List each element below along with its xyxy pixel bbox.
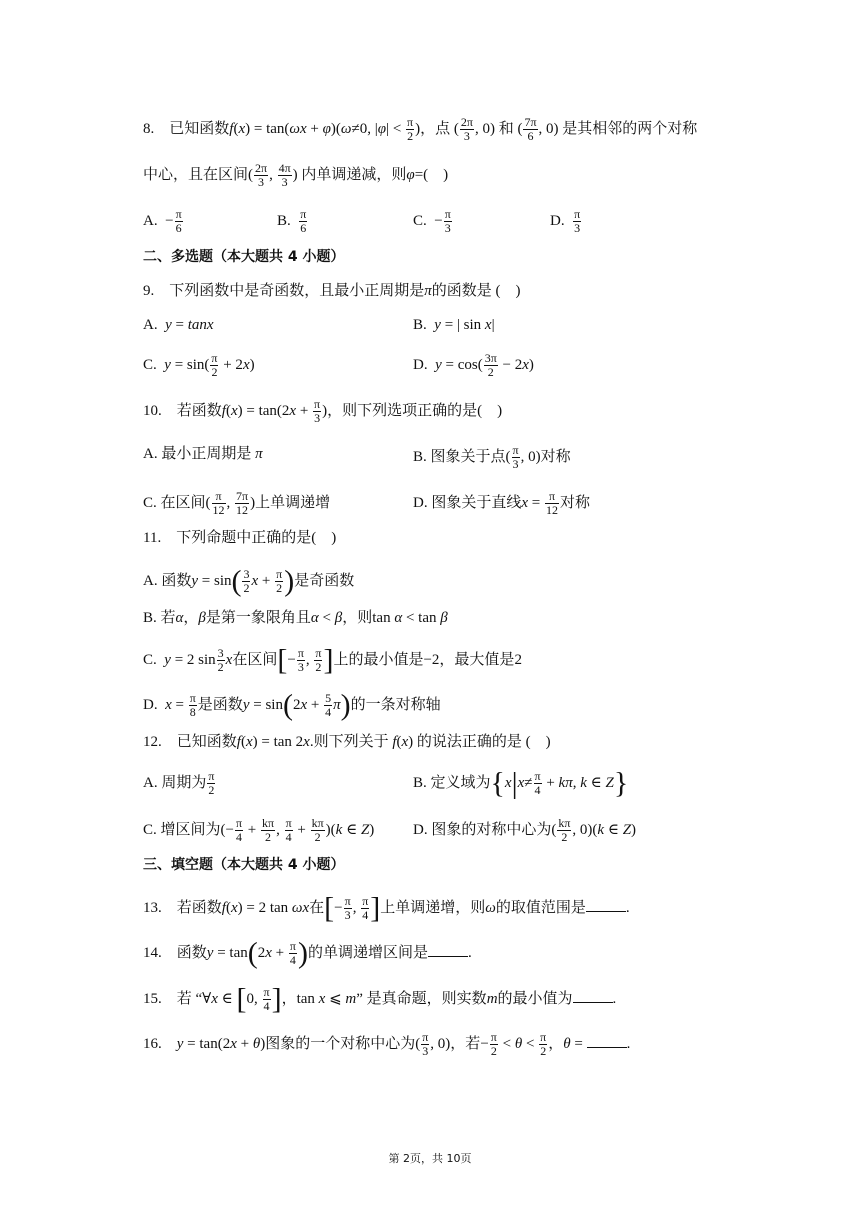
q16-answer-blank[interactable] [587, 1033, 627, 1048]
q12-option-c[interactable]: C. 增区间为(− $\frac{\pi}{4}$ + $\frac{k\pi}{2}$ , $\frac{\pi}{4}$ + $\frac{k\pi}{2}$ )(k ∈ Z) [143, 816, 375, 844]
q8-option-d[interactable]: D. $\frac{\pi}{3}$ [550, 207, 581, 235]
q8-stem-4: 是其相邻的两个对称 [562, 120, 698, 137]
q8-option-a[interactable]: A. − $\frac{\pi}{6}$ [143, 207, 182, 235]
q8-stem-3: 和 [498, 120, 514, 137]
q8-option-b[interactable]: B. $\frac{\pi}{6}$ [277, 207, 307, 235]
q8-stem-line2-c: =( ) [414, 166, 449, 183]
q14-answer-blank[interactable] [428, 942, 468, 957]
q12-option-d[interactable]: D. 图象的对称中心为( $\frac{k\pi}{2}$ , 0)(k ∈ Z) [413, 816, 637, 844]
q8-stem-2: ，点 [420, 120, 451, 137]
q10-stem: 10. 若函数f(x) = tan(2x + $\frac{\pi}{3}$ )，则下列选项正确的是( ) [143, 397, 503, 425]
q8-stem-line2-b: 内单调递减，则 [301, 166, 407, 183]
q15-answer-blank[interactable] [573, 988, 613, 1003]
page-footer: 第 2页，共 10页 [388, 1152, 472, 1165]
q8-line2: 中心，且在区间( $\frac{2\pi}{3}$ , $\frac{4\pi}{3}$ ) 内单调递减，则φ=( ) [143, 161, 449, 189]
q12-option-a[interactable]: A. 周期为 $\frac{\pi}{2}$ [143, 769, 215, 797]
section-2-title: 二、多选题（本大题共 4 小题） [143, 249, 345, 265]
q9-option-d[interactable]: D. y = cos( $\frac{3\pi}{2}$ − 2x) [413, 351, 534, 379]
q8-stem-1: 已知函数 [169, 120, 230, 137]
q9-option-a[interactable]: A. y = tanx [143, 317, 214, 333]
q10-option-a[interactable]: A. 最小正周期是 π [143, 446, 263, 462]
q13-answer-blank[interactable] [586, 897, 626, 912]
q8-number: 8. [143, 120, 155, 137]
q10-option-c[interactable]: C. 在区间( $\frac{\pi}{12}$ , $\frac{7\pi}{12}$ )上单调递增 [143, 489, 331, 517]
q12-option-b[interactable]: B. 定义域为{x|x≠ $\frac{\pi}{4}$ + kπ, k ∈ Z} [413, 766, 629, 800]
q8-stem-line2-a: 中心，且在区间 [143, 166, 249, 183]
q8-line1: 8. 已知函数f(x) = tan(ωx + φ)(ω≠0, |φ| < $\frac{\pi}{2}$ )，点 ( $\frac{2\pi}{3}$ , 0) 和 ( $\frac{7\pi}{6}$ , 0) 是其相邻的两个对称 [143, 115, 698, 143]
q11-option-a[interactable]: A. 函数y = sin( $\frac{3}{2}$ x + $\frac{\pi}{2}$ )是奇函数 [143, 564, 355, 598]
q9-option-b[interactable]: B. y = | sin x| [413, 317, 495, 333]
q12-stem: 12. 已知函数f(x) = tan 2x.则下列关于 f(x) 的说法正确的是 ( ) [143, 734, 551, 750]
q13-stem: 13. 若函数f(x) = 2 tan ωx在[− $\frac{\pi}{3}$ , $\frac{\pi}{4}$ ]上单调递增，则ω的取值范围是 . [143, 891, 630, 925]
q11-option-d[interactable]: D. x = $\frac{\pi}{8}$ 是函数y = sin(2x + $\frac{5}{4}$ π)的一条对称轴 [143, 688, 441, 722]
q9-option-c[interactable]: C. y = sin( $\frac{\pi}{2}$ + 2x) [143, 351, 255, 379]
section-3-title: 三、填空题（本大题共 4 小题） [143, 857, 345, 873]
q10-option-d[interactable]: D. 图象关于直线x = $\frac{\pi}{12}$ 对称 [413, 489, 590, 517]
q11-option-b[interactable]: B. 若α，β是第一象限角且α < β，则tan α < tan β [143, 610, 448, 626]
q8-option-c[interactable]: C. − $\frac{\pi}{3}$ [413, 207, 451, 235]
q11-option-c[interactable]: C. y = 2 sin $\frac{3}{2}$ x在区间[− $\frac{\pi}{3}$ , $\frac{\pi}{2}$ ]上的最小值是−2，最大值是2 [143, 643, 522, 677]
q14-stem: 14. 函数y = tan(2x + $\frac{\pi}{4}$ )的单调递增区间是 . [143, 936, 472, 970]
q11-stem: 11. 下列命题中正确的是( ) [143, 530, 337, 546]
q16-stem: 16. y = tan(2x + θ)图象的一个对称中心为( $\frac{\pi}{3}$ , 0)，若− $\frac{\pi}{2}$ < θ < $\frac{\pi}{2}$ ，θ = . [143, 1030, 631, 1058]
q10-option-b[interactable]: B. 图象关于点( $\frac{\pi}{3}$ , 0)对称 [413, 443, 571, 471]
q9-stem: 9. 下列函数中是奇函数，且最小正周期是π的函数是 ( ) [143, 283, 521, 299]
q15-stem: 15. 若 “∀x ∈ [0, $\frac{\pi}{4}$ ]，tan x ⩽ m” 是真命题，则实数m的最小值为 . [143, 982, 617, 1016]
